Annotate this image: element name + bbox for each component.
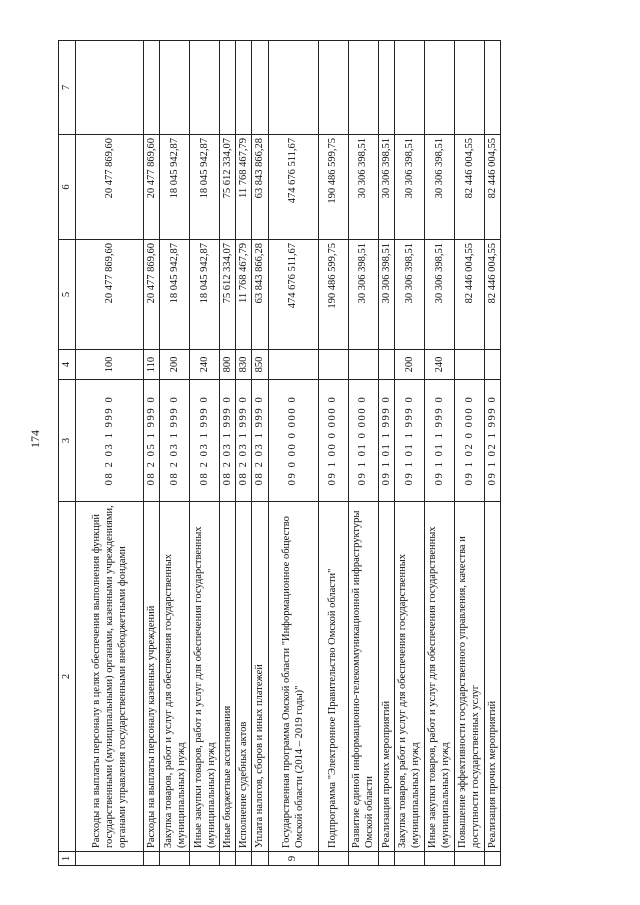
- table-row: [394, 41, 424, 866]
- table-row: [268, 41, 318, 866]
- col7-cell: [252, 41, 268, 135]
- expense-name: Закупка товаров, работ и услуг для обеспечения государственных (муниципальных) нужд: [160, 502, 190, 852]
- expense-kind: [454, 350, 484, 380]
- expense-kind: [268, 350, 318, 380]
- header-cell-2: 2: [59, 502, 76, 852]
- header-cell-7: 7: [59, 41, 76, 135]
- col7-cell: [268, 41, 318, 135]
- page-number: 174: [28, 430, 42, 448]
- row-number: [454, 852, 484, 866]
- amount-col5: 11 768 467,79: [236, 240, 252, 350]
- expense-kind: 240: [424, 350, 454, 380]
- amount-col5: 30 306 398,51: [424, 240, 454, 350]
- amount-col6: 75 612 334,07: [220, 135, 236, 240]
- target-code: 09 1 01 1 999 0: [394, 380, 424, 502]
- expense-name: Расходы на выплаты персоналу казенных учреждений: [144, 502, 160, 852]
- expense-name: Исполнение судебных актов: [236, 502, 252, 852]
- col7-cell: [190, 41, 220, 135]
- row-number: [348, 852, 378, 866]
- expense-name: Иные закупки товаров, работ и услуг для обеспечения государственных (муниципальных) нужд: [190, 502, 220, 852]
- target-code: 09 1 01 0 000 0: [348, 380, 378, 502]
- header-cell-5: 5: [59, 240, 76, 350]
- amount-col6: 82 446 004,55: [484, 135, 500, 240]
- table-row: [144, 41, 160, 866]
- amount-col6: 20 477 869,60: [76, 135, 144, 240]
- row-number: [394, 852, 424, 866]
- amount-col6: 30 306 398,51: [394, 135, 424, 240]
- header-row: [59, 41, 76, 866]
- table-row: [236, 41, 252, 866]
- table-row: [190, 41, 220, 866]
- amount-col5: 82 446 004,55: [484, 240, 500, 350]
- target-code: 08 2 05 1 999 0: [144, 380, 160, 502]
- target-code: 08 2 03 1 999 0: [252, 380, 268, 502]
- expense-kind: [484, 350, 500, 380]
- expense-kind: 200: [394, 350, 424, 380]
- col7-cell: [484, 41, 500, 135]
- expense-name: Уплата налогов, сборов и иных платежей: [252, 502, 268, 852]
- header-cell-3: 3: [59, 380, 76, 502]
- amount-col5: 63 843 866,28: [252, 240, 268, 350]
- table-row: [76, 41, 144, 866]
- header-cell-6: 6: [59, 135, 76, 240]
- header-cell-4: 4: [59, 350, 76, 380]
- expense-kind: [318, 350, 348, 380]
- target-code: 09 1 02 1 999 0: [484, 380, 500, 502]
- expense-kind: [348, 350, 378, 380]
- amount-col6: 20 477 869,60: [144, 135, 160, 240]
- amount-col5: 30 306 398,51: [348, 240, 378, 350]
- expense-name: Иные бюджетные ассигнования: [220, 502, 236, 852]
- table-row: [252, 41, 268, 866]
- col7-cell: [378, 41, 394, 135]
- expense-name: Реализация прочих мероприятий: [484, 502, 500, 852]
- amount-col6: 63 843 866,28: [252, 135, 268, 240]
- amount-col5: 20 477 869,60: [76, 240, 144, 350]
- row-number: [252, 852, 268, 866]
- col7-cell: [454, 41, 484, 135]
- amount-col5: 30 306 398,51: [378, 240, 394, 350]
- col7-cell: [236, 41, 252, 135]
- table-row: [220, 41, 236, 866]
- amount-col5: 18 045 942,87: [160, 240, 190, 350]
- table-row: [484, 41, 500, 866]
- header-cell-1: 1: [59, 852, 76, 866]
- budget-table-container: [58, 41, 501, 866]
- target-code: 09 1 00 0 000 0: [318, 380, 348, 502]
- col7-cell: [348, 41, 378, 135]
- target-code: 09 1 01 1 999 0: [378, 380, 394, 502]
- amount-col5: 20 477 869,60: [144, 240, 160, 350]
- row-number: [220, 852, 236, 866]
- amount-col6: 18 045 942,87: [160, 135, 190, 240]
- row-number: [318, 852, 348, 866]
- amount-col6: 190 486 599,75: [318, 135, 348, 240]
- col7-cell: [160, 41, 190, 135]
- target-code: 09 0 00 0 000 0: [268, 380, 318, 502]
- amount-col5: 18 045 942,87: [190, 240, 220, 350]
- row-number: [76, 852, 144, 866]
- table-row: [424, 41, 454, 866]
- col7-cell: [144, 41, 160, 135]
- col7-cell: [318, 41, 348, 135]
- col7-cell: [220, 41, 236, 135]
- col7-cell: [394, 41, 424, 135]
- expense-kind: 850: [252, 350, 268, 380]
- row-number: [236, 852, 252, 866]
- target-code: 08 2 03 1 999 0: [190, 380, 220, 502]
- expense-name: Повышение эффективности государственного управления, качества и доступности государственных услуг: [454, 502, 484, 852]
- table-row: [348, 41, 378, 866]
- target-code: 09 1 01 1 999 0: [424, 380, 454, 502]
- amount-col5: 75 612 334,07: [220, 240, 236, 350]
- row-number: 9: [268, 852, 318, 866]
- amount-col6: 30 306 398,51: [378, 135, 394, 240]
- target-code: 08 2 03 1 999 0: [160, 380, 190, 502]
- amount-col6: 11 768 467,79: [236, 135, 252, 240]
- amount-col6: 18 045 942,87: [190, 135, 220, 240]
- amount-col6: 474 676 511,67: [268, 135, 318, 240]
- row-number: [424, 852, 454, 866]
- table-row: [378, 41, 394, 866]
- expense-kind: 800: [220, 350, 236, 380]
- expense-name: Иные закупки товаров, работ и услуг для обеспечения государственных (муниципальных) нужд: [424, 502, 454, 852]
- table-row: [160, 41, 190, 866]
- expense-kind: [378, 350, 394, 380]
- amount-col5: 190 486 599,75: [318, 240, 348, 350]
- expense-name: Закупка товаров, работ и услуг для обеспечения государственных (муниципальных) нужд: [394, 502, 424, 852]
- expense-name: Реализация прочих мероприятий: [378, 502, 394, 852]
- expense-kind: 110: [144, 350, 160, 380]
- target-code: 08 2 03 1 999 0: [236, 380, 252, 502]
- target-code: 08 2 03 1 999 0: [76, 380, 144, 502]
- expense-name: Развитие единой информационно-телекоммуникационной инфраструктуры Омской области: [348, 502, 378, 852]
- amount-col6: 82 446 004,55: [454, 135, 484, 240]
- row-number: [160, 852, 190, 866]
- row-number: [190, 852, 220, 866]
- row-number: [144, 852, 160, 866]
- amount-col6: 30 306 398,51: [424, 135, 454, 240]
- col7-cell: [76, 41, 144, 135]
- row-number: [484, 852, 500, 866]
- budget-table: [58, 40, 501, 866]
- row-number: [378, 852, 394, 866]
- amount-col5: 30 306 398,51: [394, 240, 424, 350]
- expense-kind: 830: [236, 350, 252, 380]
- amount-col5: 82 446 004,55: [454, 240, 484, 350]
- table-body: [76, 41, 501, 866]
- amount-col6: 30 306 398,51: [348, 135, 378, 240]
- expense-kind: 100: [76, 350, 144, 380]
- table-row: [318, 41, 348, 866]
- expense-name: Расходы на выплаты персоналу в целях обеспечения выполнения функций государственными (муниципальными) органами, казенными учреждениями, органами управления государственными внебюджетными фондами: [76, 502, 144, 852]
- target-code: 09 1 02 0 000 0: [454, 380, 484, 502]
- col7-cell: [424, 41, 454, 135]
- amount-col5: 474 676 511,67: [268, 240, 318, 350]
- target-code: 08 2 03 1 999 0: [220, 380, 236, 502]
- expense-kind: 240: [190, 350, 220, 380]
- expense-name: Подпрограмма "Электронное Правительство Омской области": [318, 502, 348, 852]
- table-row: [454, 41, 484, 866]
- expense-name: Государственная программа Омской области "Информационное общество Омской области (2014 – 2019 годы)": [268, 502, 318, 852]
- expense-kind: 200: [160, 350, 190, 380]
